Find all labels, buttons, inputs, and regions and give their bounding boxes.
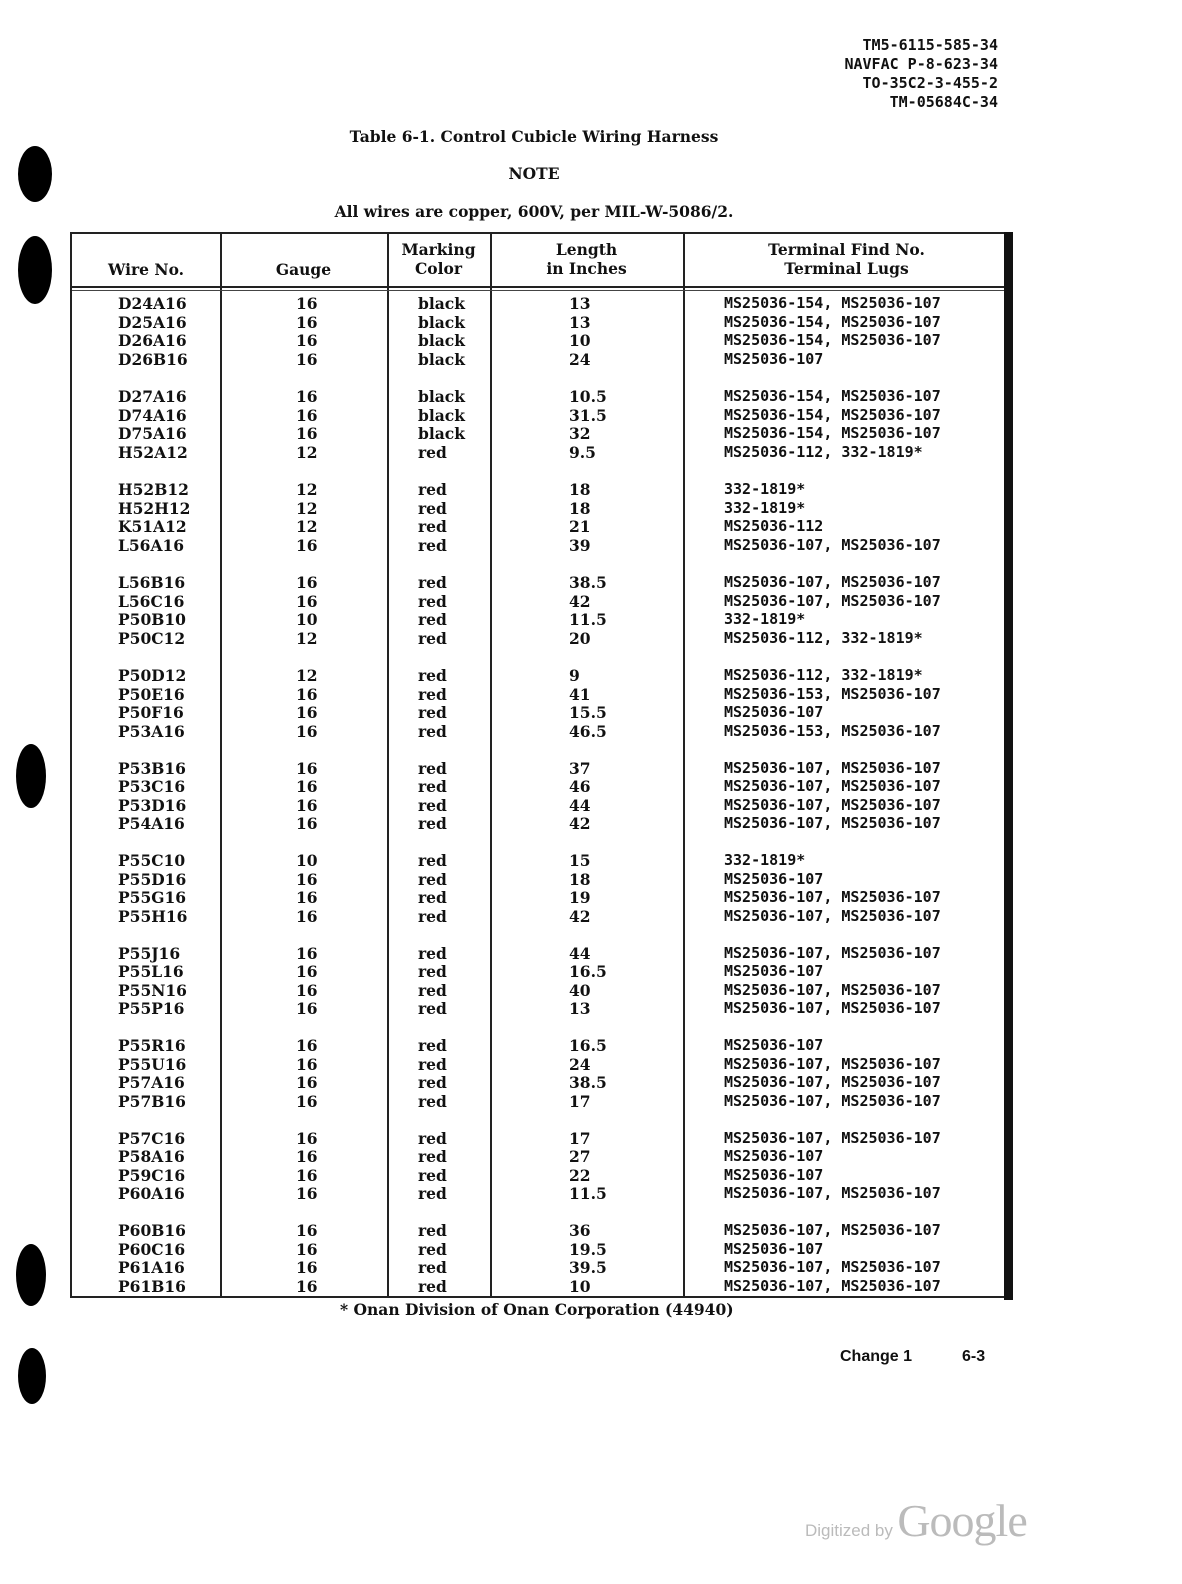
- table-row: [72, 685, 1010, 704]
- wire-no-cell: P55U16: [118, 1054, 187, 1074]
- gauge-cell: 16: [296, 684, 318, 704]
- wire-no-cell: P53D16: [118, 795, 187, 815]
- note-text: All wires are copper, 600V, per MIL-W-5086/2.: [334, 202, 734, 221]
- marking-color-cell: red: [418, 1073, 447, 1093]
- length-cell: 13: [569, 999, 591, 1019]
- length-cell: 38.5: [569, 1073, 607, 1093]
- table-row: [72, 703, 1010, 722]
- length-cell: 18: [569, 869, 591, 889]
- marking-color-cell: red: [418, 517, 447, 537]
- wire-no-cell: D26A16: [118, 331, 187, 351]
- wire-no-cell: P50D12: [118, 666, 187, 685]
- table-row: [72, 814, 1010, 833]
- wire-no-cell: P55R16: [118, 1036, 186, 1055]
- binder-hole: [18, 1348, 46, 1404]
- terminal-lugs-cell: MS25036-107, MS25036-107: [724, 888, 941, 907]
- length-cell: 39.5: [569, 1258, 607, 1278]
- watermark-brand: Google: [897, 1495, 1027, 1546]
- gauge-cell: 16: [296, 1258, 318, 1278]
- length-cell: 31.5: [569, 405, 607, 425]
- table-row: [72, 517, 1010, 536]
- table-row: [72, 870, 1010, 889]
- marking-color-cell: red: [418, 628, 447, 648]
- gauge-cell: 16: [296, 1221, 318, 1240]
- marking-color-cell: red: [418, 591, 447, 611]
- page-number: 6-3: [962, 1348, 986, 1365]
- watermark-prefix: Digitized by: [805, 1521, 893, 1540]
- terminal-lugs-cell: MS25036-107, MS25036-107: [724, 1054, 941, 1073]
- marking-color-cell: black: [418, 294, 465, 313]
- binder-hole: [16, 744, 46, 808]
- marking-color-cell: red: [418, 535, 447, 555]
- marking-color-cell: black: [418, 405, 465, 425]
- table-row: [72, 499, 1010, 518]
- wire-no-cell: D25A16: [118, 312, 187, 332]
- length-cell: 24: [569, 1054, 591, 1074]
- table-row: [72, 962, 1010, 981]
- terminal-lugs-cell: MS25036-154, MS25036-107: [724, 405, 941, 424]
- header-divider: [72, 286, 1010, 288]
- length-cell: 18: [569, 480, 591, 499]
- terminal-lugs-cell: MS25036-107, MS25036-107: [724, 758, 941, 777]
- marking-color-cell: red: [418, 758, 447, 778]
- terminal-lugs-cell: MS25036-107: [724, 349, 824, 368]
- gauge-cell: 16: [296, 703, 318, 723]
- terminal-lugs-cell: 332-1819*: [724, 851, 806, 869]
- length-cell: 42: [569, 906, 591, 926]
- table-row: [72, 981, 1010, 1000]
- marking-color-cell: red: [418, 1147, 447, 1167]
- wire-no-cell: P60C16: [118, 1239, 186, 1259]
- terminal-lugs-cell: MS25036-107, MS25036-107: [724, 1221, 941, 1239]
- terminal-lugs-cell: MS25036-107: [724, 869, 824, 888]
- note-heading: NOTE: [508, 164, 560, 183]
- gauge-cell: 16: [296, 1276, 318, 1296]
- marking-color-cell: red: [418, 1276, 447, 1296]
- terminal-lugs-cell: MS25036-154, MS25036-107: [724, 387, 941, 405]
- length-cell: 17: [569, 1091, 591, 1111]
- gauge-cell: 16: [296, 1184, 318, 1204]
- wire-no-cell: P50B10: [118, 610, 186, 630]
- terminal-lugs-cell: MS25036-112, 332-1819*: [724, 628, 923, 647]
- table-row: [72, 1036, 1010, 1055]
- table-row: [72, 907, 1010, 926]
- wire-no-cell: L56C16: [118, 591, 185, 611]
- gauge-cell: 16: [296, 758, 318, 778]
- terminal-lugs-cell: MS25036-107, MS25036-107: [724, 1091, 941, 1110]
- column-header-terminal-line2: Terminal Lugs: [784, 259, 909, 278]
- marking-color-cell: red: [418, 962, 447, 982]
- terminal-lugs-cell: MS25036-107: [724, 1239, 824, 1258]
- table-row: [72, 722, 1010, 741]
- gauge-cell: 16: [296, 1239, 318, 1259]
- marking-color-cell: red: [418, 498, 447, 518]
- table-row: [72, 424, 1010, 443]
- wire-no-cell: P55G16: [118, 888, 187, 908]
- column-header-terminal-line1: Terminal Find No.: [768, 240, 925, 259]
- gauge-cell: 16: [296, 1128, 318, 1148]
- terminal-lugs-cell: 332-1819*: [724, 480, 806, 498]
- terminal-lugs-cell: MS25036-107, MS25036-107: [724, 591, 941, 610]
- gauge-cell: 16: [296, 535, 318, 555]
- table-row: [72, 610, 1010, 629]
- marking-color-cell: red: [418, 1258, 447, 1278]
- table-row: [72, 1258, 1010, 1277]
- table-row: [72, 406, 1010, 425]
- table-row: [72, 1129, 1010, 1148]
- table-row: [72, 759, 1010, 778]
- change-number: Change 1: [840, 1348, 913, 1365]
- wire-no-cell: P54A16: [118, 814, 185, 834]
- length-cell: 42: [569, 814, 591, 834]
- terminal-lugs-cell: 332-1819*: [724, 610, 806, 629]
- header-divider-secondary: [72, 290, 1010, 291]
- marking-color-cell: red: [418, 851, 447, 870]
- length-cell: 38.5: [569, 573, 607, 592]
- wire-no-cell: L56B16: [118, 573, 186, 592]
- table-row: [72, 313, 1010, 332]
- marking-color-cell: red: [418, 777, 447, 797]
- doc-number-navfac: NAVFAC P-8-623-34: [844, 55, 998, 73]
- gauge-cell: 16: [296, 999, 318, 1019]
- terminal-lugs-cell: MS25036-112, 332-1819*: [724, 442, 923, 461]
- terminal-lugs-cell: 332-1819*: [724, 498, 806, 517]
- gauge-cell: 16: [296, 943, 318, 963]
- wire-no-cell: P61A16: [118, 1258, 185, 1278]
- table-row: [72, 1221, 1010, 1240]
- table-row: [72, 350, 1010, 369]
- table-row: [72, 1147, 1010, 1166]
- terminal-lugs-cell: MS25036-107, MS25036-107: [724, 535, 941, 554]
- marking-color-cell: red: [418, 1165, 447, 1185]
- terminal-lugs-cell: MS25036-107, MS25036-107: [724, 573, 941, 591]
- column-header-marking-color: [387, 240, 490, 278]
- gauge-cell: 16: [296, 795, 318, 815]
- length-cell: 36: [569, 1221, 591, 1240]
- terminal-lugs-cell: MS25036-107: [724, 962, 824, 981]
- gauge-cell: 16: [296, 721, 318, 741]
- table-row: [72, 1184, 1010, 1203]
- length-cell: 16.5: [569, 962, 607, 982]
- binder-hole: [18, 146, 52, 202]
- length-cell: 46: [569, 777, 591, 797]
- table-row: [72, 944, 1010, 963]
- wire-no-cell: P50E16: [118, 684, 185, 704]
- wire-no-cell: D75A16: [118, 424, 187, 444]
- length-cell: 46.5: [569, 721, 607, 741]
- gauge-cell: 16: [296, 980, 318, 1000]
- doc-number-to: TO-35C2-3-455-2: [862, 74, 998, 92]
- binder-hole: [18, 236, 52, 304]
- change-bar: [1004, 232, 1013, 1300]
- gauge-cell: 16: [296, 1073, 318, 1093]
- gauge-cell: 12: [296, 442, 318, 462]
- marking-color-cell: black: [418, 349, 465, 369]
- wire-no-cell: P55P16: [118, 999, 185, 1019]
- gauge-cell: 12: [296, 480, 318, 499]
- marking-color-cell: red: [418, 888, 447, 908]
- wire-no-cell: P59C16: [118, 1165, 186, 1185]
- table-row: [72, 592, 1010, 611]
- length-cell: 40: [569, 980, 591, 1000]
- gauge-cell: 16: [296, 777, 318, 797]
- table-row: [72, 443, 1010, 462]
- table-row: [72, 387, 1010, 406]
- terminal-lugs-cell: MS25036-107, MS25036-107: [724, 943, 941, 962]
- length-cell: 19: [569, 888, 591, 908]
- marking-color-cell: black: [418, 387, 465, 406]
- terminal-lugs-cell: MS25036-112: [724, 517, 824, 536]
- marking-color-cell: red: [418, 1036, 447, 1055]
- gauge-cell: 12: [296, 498, 318, 518]
- wire-no-cell: P55J16: [118, 943, 181, 963]
- table-row: [72, 1240, 1010, 1259]
- wire-no-cell: P60B16: [118, 1221, 186, 1240]
- length-cell: 13: [569, 294, 591, 313]
- wire-no-cell: P57C16: [118, 1128, 186, 1148]
- terminal-lugs-cell: MS25036-153, MS25036-107: [724, 721, 941, 740]
- table-row: [72, 777, 1010, 796]
- table-title: Table 6-1. Control Cubicle Wiring Harness: [349, 127, 719, 146]
- length-cell: 11.5: [569, 610, 607, 630]
- marking-color-cell: red: [418, 721, 447, 741]
- gauge-cell: 16: [296, 1147, 318, 1167]
- marking-color-cell: red: [418, 1054, 447, 1074]
- gauge-cell: 16: [296, 1036, 318, 1055]
- terminal-lugs-cell: MS25036-154, MS25036-107: [724, 331, 941, 350]
- gauge-cell: 12: [296, 628, 318, 648]
- marking-color-cell: red: [418, 573, 447, 592]
- wire-no-cell: H52A12: [118, 442, 188, 462]
- terminal-lugs-cell: MS25036-107, MS25036-107: [724, 1276, 941, 1295]
- length-cell: 24: [569, 349, 591, 369]
- gauge-cell: 16: [296, 405, 318, 425]
- table-row: [72, 480, 1010, 499]
- column-header-gauge: Gauge: [275, 260, 332, 279]
- marking-color-cell: red: [418, 1221, 447, 1240]
- column-header-marking-line1: Marking: [401, 240, 476, 259]
- terminal-lugs-cell: MS25036-107, MS25036-107: [724, 814, 941, 833]
- length-cell: 42: [569, 591, 591, 611]
- column-header-wire-no: Wire No.: [107, 260, 185, 279]
- wire-no-cell: P53C16: [118, 777, 186, 797]
- wire-no-cell: D26B16: [118, 349, 188, 369]
- marking-color-cell: red: [418, 795, 447, 815]
- length-cell: 44: [569, 795, 591, 815]
- length-cell: 9.5: [569, 442, 596, 462]
- table-row: [72, 1092, 1010, 1111]
- gauge-cell: 16: [296, 869, 318, 889]
- gauge-cell: 16: [296, 888, 318, 908]
- gauge-cell: 16: [296, 906, 318, 926]
- marking-color-cell: red: [418, 999, 447, 1019]
- length-cell: 13: [569, 312, 591, 332]
- marking-color-cell: black: [418, 312, 465, 332]
- wire-no-cell: H52H12: [118, 498, 191, 518]
- terminal-lugs-cell: MS25036-107: [724, 1147, 824, 1166]
- marking-color-cell: red: [418, 943, 447, 963]
- table-row: [72, 888, 1010, 907]
- table-row: [72, 796, 1010, 815]
- wire-no-cell: P61B16: [118, 1276, 186, 1296]
- wire-no-cell: P55C10: [118, 851, 186, 870]
- marking-color-cell: red: [418, 1239, 447, 1259]
- marking-color-cell: black: [418, 331, 465, 351]
- terminal-lugs-cell: MS25036-107, MS25036-107: [724, 1128, 941, 1147]
- gauge-cell: 12: [296, 666, 318, 685]
- gauge-cell: 10: [296, 610, 318, 630]
- gauge-cell: 16: [296, 962, 318, 982]
- length-cell: 20: [569, 628, 591, 648]
- footnote: * Onan Division of Onan Corporation (44940): [340, 1300, 734, 1319]
- gauge-cell: 16: [296, 424, 318, 444]
- length-cell: 9: [569, 666, 580, 685]
- length-cell: 41: [569, 684, 591, 704]
- wire-no-cell: P55L16: [118, 962, 184, 982]
- marking-color-cell: red: [418, 906, 447, 926]
- table-row: [72, 851, 1010, 870]
- terminal-lugs-cell: MS25036-107, MS25036-107: [724, 906, 941, 925]
- length-cell: 39: [569, 535, 591, 555]
- terminal-lugs-cell: MS25036-107: [724, 703, 824, 722]
- wire-no-cell: P57B16: [118, 1091, 186, 1111]
- wire-no-cell: P60A16: [118, 1184, 185, 1204]
- binder-hole: [16, 1244, 46, 1306]
- marking-color-cell: red: [418, 980, 447, 1000]
- gauge-cell: 16: [296, 1165, 318, 1185]
- length-cell: 17: [569, 1128, 591, 1148]
- marking-color-cell: red: [418, 1091, 447, 1111]
- table-row: [72, 573, 1010, 592]
- marking-color-cell: red: [418, 666, 447, 685]
- wire-no-cell: H52B12: [118, 480, 189, 499]
- marking-color-cell: red: [418, 684, 447, 704]
- gauge-cell: 16: [296, 331, 318, 351]
- length-cell: 15: [569, 851, 591, 870]
- terminal-lugs-cell: MS25036-107, MS25036-107: [724, 1258, 941, 1277]
- table-row: [72, 1166, 1010, 1185]
- table-row: [72, 331, 1010, 350]
- table-row: [72, 536, 1010, 555]
- gauge-cell: 16: [296, 312, 318, 332]
- wire-no-cell: P55N16: [118, 980, 187, 1000]
- gauge-cell: 16: [296, 573, 318, 592]
- length-cell: 27: [569, 1147, 591, 1167]
- terminal-lugs-cell: MS25036-154, MS25036-107: [724, 424, 941, 443]
- gauge-cell: 12: [296, 517, 318, 537]
- gauge-cell: 16: [296, 387, 318, 406]
- table-row: [72, 999, 1010, 1018]
- wire-no-cell: P55D16: [118, 869, 187, 889]
- column-header-marking-line2: Color: [414, 259, 463, 278]
- column-header-length-line1: Length: [555, 240, 618, 259]
- doc-number-tm-marine: TM-05684C-34: [889, 93, 998, 111]
- terminal-lugs-cell: MS25036-107, MS25036-107: [724, 1184, 941, 1203]
- wire-no-cell: P58A16: [118, 1147, 185, 1167]
- wire-no-cell: L56A16: [118, 535, 185, 555]
- table-row: [72, 666, 1010, 685]
- document-number-block: [844, 36, 998, 112]
- terminal-lugs-cell: MS25036-107, MS25036-107: [724, 980, 941, 999]
- table-row: [72, 1277, 1010, 1296]
- length-cell: 16.5: [569, 1036, 607, 1055]
- wiring-harness-table: [70, 232, 1012, 1298]
- length-cell: 44: [569, 943, 591, 963]
- wire-no-cell: P57A16: [118, 1073, 185, 1093]
- wire-no-cell: D74A16: [118, 405, 187, 425]
- length-cell: 22: [569, 1165, 591, 1185]
- marking-color-cell: red: [418, 703, 447, 723]
- gauge-cell: 16: [296, 814, 318, 834]
- gauge-cell: 10: [296, 851, 318, 870]
- column-header-length-line2: in Inches: [546, 259, 627, 278]
- length-cell: 37: [569, 758, 591, 778]
- marking-color-cell: black: [418, 424, 465, 444]
- length-cell: 19.5: [569, 1239, 607, 1259]
- wire-no-cell: D27A16: [118, 387, 187, 406]
- table-row: [72, 1073, 1010, 1092]
- terminal-lugs-cell: MS25036-107, MS25036-107: [724, 795, 941, 814]
- terminal-lugs-cell: MS25036-107, MS25036-107: [724, 777, 941, 796]
- wire-no-cell: P53A16: [118, 721, 185, 741]
- table-row: [72, 294, 1010, 313]
- gauge-cell: 16: [296, 349, 318, 369]
- column-header-length: [490, 240, 683, 278]
- length-cell: 11.5: [569, 1184, 607, 1204]
- gauge-cell: 16: [296, 1054, 318, 1074]
- terminal-lugs-cell: MS25036-107: [724, 1036, 824, 1054]
- length-cell: 32: [569, 424, 591, 444]
- terminal-lugs-cell: MS25036-107: [724, 1165, 824, 1184]
- table-row: [72, 1055, 1010, 1074]
- column-header-terminal: [683, 240, 1010, 278]
- length-cell: 18: [569, 498, 591, 518]
- terminal-lugs-cell: MS25036-107, MS25036-107: [724, 999, 941, 1018]
- length-cell: 10: [569, 1276, 591, 1296]
- marking-color-cell: red: [418, 814, 447, 834]
- digitized-watermark: [805, 1494, 1027, 1547]
- gauge-cell: 16: [296, 294, 318, 313]
- gauge-cell: 16: [296, 1091, 318, 1111]
- terminal-lugs-cell: MS25036-112, 332-1819*: [724, 666, 923, 684]
- wire-no-cell: P50C12: [118, 628, 186, 648]
- wire-no-cell: D24A16: [118, 294, 187, 313]
- length-cell: 10.5: [569, 387, 607, 406]
- wire-no-cell: P55H16: [118, 906, 188, 926]
- gauge-cell: 16: [296, 591, 318, 611]
- marking-color-cell: red: [418, 480, 447, 499]
- length-cell: 21: [569, 517, 591, 537]
- table-row: [72, 629, 1010, 648]
- terminal-lugs-cell: MS25036-153, MS25036-107: [724, 684, 941, 703]
- doc-number-tm: TM5-6115-585-34: [862, 36, 998, 54]
- terminal-lugs-cell: MS25036-107, MS25036-107: [724, 1073, 941, 1092]
- wire-no-cell: P53B16: [118, 758, 186, 778]
- wire-no-cell: K51A12: [118, 517, 187, 537]
- length-cell: 10: [569, 331, 591, 351]
- marking-color-cell: red: [418, 1184, 447, 1204]
- wire-no-cell: P50F16: [118, 703, 184, 723]
- marking-color-cell: red: [418, 1128, 447, 1148]
- marking-color-cell: red: [418, 869, 447, 889]
- marking-color-cell: red: [418, 610, 447, 630]
- marking-color-cell: red: [418, 442, 447, 462]
- terminal-lugs-cell: MS25036-154, MS25036-107: [724, 294, 941, 312]
- terminal-lugs-cell: MS25036-154, MS25036-107: [724, 312, 941, 331]
- length-cell: 15.5: [569, 703, 607, 723]
